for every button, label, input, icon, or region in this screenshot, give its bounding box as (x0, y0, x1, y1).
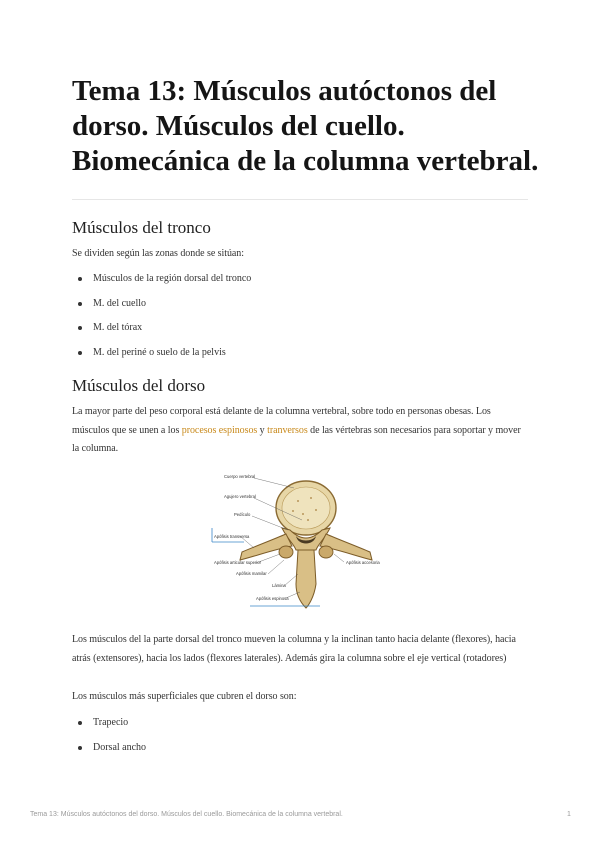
superficiales-paragraph: Los músculos más superficiales que cubren el dorso son: (72, 691, 297, 702)
list-item: M. del tórax (72, 316, 251, 341)
section-heading-tronco: Músculos del tronco (72, 218, 211, 237)
document-title: Tema 13: Músculos autóctonos del dorso. Músculos del cuello. Biomecánica de la columna vertebral. (72, 75, 539, 177)
list-item: Dorsal ancho (72, 736, 146, 761)
page-footer: Tema 13: Músculos autóctonos del dorso. Músculos del cuello. Biomecánica de la columna vertebral. (30, 811, 343, 818)
list-item: Músculos de la región dorsal del tronco (72, 267, 251, 292)
label-accesoria: Apófisis accesoria (346, 560, 380, 565)
label-pediculo: Pedículo (234, 512, 251, 517)
label-mamilar: Apófisis mamilar (236, 571, 267, 576)
vertebra-figure (210, 470, 390, 612)
link-tranversos[interactable]: tranversos (267, 424, 308, 436)
list-item: M. del periné o suelo de la pelvis (72, 341, 251, 366)
label-lamina: Lámina (272, 583, 286, 588)
bullet-icon (78, 277, 82, 281)
list-item: M. del cuello (72, 292, 251, 317)
label-espinosa: Apófisis espinosa (256, 596, 289, 601)
bullet-icon (78, 326, 82, 330)
title-divider (72, 199, 528, 200)
label-articular: Apófisis articular superior (214, 560, 262, 565)
label-cuerpo: Cuerpo vertebral (224, 474, 256, 479)
label-agujero: Agujero vertebral (224, 494, 256, 499)
tronco-intro: Se dividen según las zonas donde se sitúan: (72, 248, 244, 259)
superficiales-list (72, 711, 146, 760)
list-item: Trapecio (72, 711, 146, 736)
bullet-icon (78, 721, 82, 725)
section-heading-dorso: Músculos del dorso (72, 376, 206, 395)
tronco-list (72, 267, 251, 365)
dorso-paragraph: La mayor parte del peso corporal está delante de la columna vertebral, sobre todo en personas obesas. Los músculos que se unen a los procesos espinosos y tranversos de las vértebras son necesarios para soportar y mover la columna. (72, 406, 521, 454)
bullet-icon (78, 746, 82, 750)
label-transversa: Apófisis transversa (214, 534, 250, 539)
link-procesos-espinosos[interactable]: procesos espinosos (181, 424, 258, 436)
bullet-icon (78, 351, 82, 355)
page-number: 1 (567, 811, 571, 818)
flexores-paragraph: Los músculos del la parte dorsal del tronco mueven la columna y la inclinan tanto hacia delante (flexores), hacia atrás (extensores), hacia los lados (flexores laterales). Además gira la columna sobre el eje vertical (rotadores) (72, 634, 516, 664)
bullet-icon (78, 302, 82, 306)
